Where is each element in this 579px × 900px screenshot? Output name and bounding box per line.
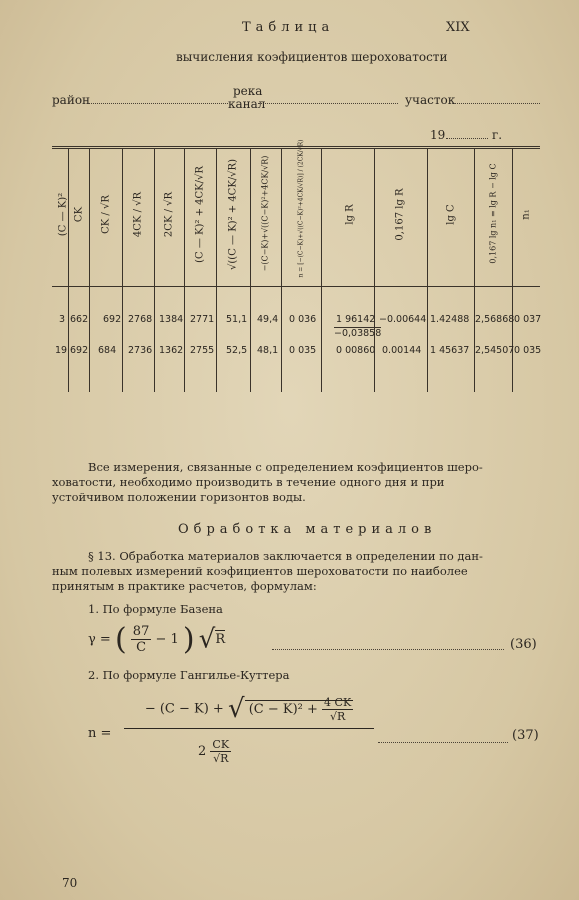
formula-2-inner-den-text: R (336, 709, 346, 723)
section-blank (455, 103, 540, 104)
year-prefix: 19 (430, 128, 446, 142)
table-cell: −0.00644 (379, 314, 427, 325)
col-divider (154, 148, 155, 392)
col-divider (281, 148, 282, 392)
table-cell: 1 45637 (430, 345, 470, 356)
formula-2-label: (37) (512, 728, 539, 743)
col-divider (321, 148, 322, 392)
formula-2-inner-fraction (322, 696, 353, 723)
col-header: CK / √R (100, 195, 112, 234)
table-cell: 2771 (190, 314, 215, 325)
table-cell: 0 035 (514, 345, 542, 356)
table-cell: 2,54507 (475, 345, 515, 356)
formula-1-leader (272, 649, 504, 650)
col-header: (C — K)² (57, 192, 69, 237)
col-divider (89, 148, 90, 392)
table-cell: −0,03858 (334, 328, 382, 339)
col-header: n = [−(C−K)+√((C−K)²+4CK/√R)] / (2CK/√R) (297, 139, 305, 278)
river-blank (258, 103, 398, 104)
formula-2-denominator (198, 738, 231, 765)
table-cell: 1362 (159, 345, 184, 356)
table-cell: 0 037 (514, 314, 542, 325)
page-number: 70 (62, 876, 78, 890)
table-title: Таблица (242, 20, 335, 35)
formula-2-den-num: CK (212, 738, 230, 751)
table-cell: 51,1 (226, 314, 248, 325)
paragraph-1-line-3: устойчивом положении горизонтов воды. (52, 490, 306, 504)
formula-1-num: 87 (132, 624, 150, 639)
paragraph-1-line-2: ховатости, необходимо производить в течение одного дня и при (52, 475, 445, 489)
year-suffix: г. (492, 128, 503, 142)
table-top-rule (52, 146, 540, 147)
river-label: река (233, 84, 263, 98)
section-label: участок (405, 93, 456, 107)
formula-2-numerator (124, 694, 374, 729)
col-divider (250, 148, 251, 392)
paragraph-2-line-3: принятым в практике расчетов, формулам: (52, 579, 317, 593)
formula-1-den: C (136, 640, 147, 655)
open-paren: ( (114, 622, 127, 657)
col-header: lg C (445, 204, 457, 225)
formula-1 (88, 622, 225, 657)
formula-1-minus-one: − 1 (155, 632, 179, 647)
district-blank (88, 103, 228, 104)
col-header: 0,167 lg n₁ = lg R − lg C (488, 163, 498, 264)
sqrt-icon: √ (329, 709, 337, 723)
table-cell: 1384 (159, 314, 184, 325)
table-cell: 0 035 (289, 345, 317, 356)
col-header: 2CK / √R (163, 191, 175, 238)
col-header: −(C−K)+√((C−K)²+4CK/√R) (260, 155, 270, 272)
table-top-rule-2 (52, 148, 540, 149)
calculation-table (52, 139, 542, 392)
formula-1-fraction (131, 624, 152, 655)
col-divider (427, 148, 428, 392)
formula-2-caption: 2. По формуле Гангилье-Куттера (88, 668, 290, 682)
table-cell: 2736 (128, 345, 153, 356)
section-title: Обработка материалов (178, 522, 437, 537)
table-cell: 684 (98, 345, 117, 356)
formula-2-leader (378, 742, 508, 743)
formula-1-radicand: R (215, 632, 226, 647)
sqrt-icon: √ (227, 694, 245, 724)
canal-label: канал (228, 97, 266, 111)
table-cell: 2768 (128, 314, 153, 325)
table-cell: 1.42488 (430, 314, 470, 325)
formula-1-caption: 1. По формуле Базена (88, 602, 223, 616)
formula-1-label: (36) (510, 637, 537, 652)
col-header: 0,167 lg R (394, 188, 406, 241)
paragraph-2-line-2: ным полевых измерений коэфициентов шероховатости по наиболее (52, 564, 468, 578)
col-header: n₁ (520, 209, 532, 220)
table-cell: 1 96142 (336, 314, 376, 325)
formula-2-inner-num: 4 CK (324, 695, 352, 709)
table-number: XIX (446, 20, 470, 35)
paragraph-1-line-1: Все измерения, связанные с определением коэфициентов шеро- (88, 460, 483, 474)
col-header: √((C — K)² + 4CK/√R) (227, 159, 239, 270)
table-cell: 692 (70, 345, 89, 356)
table-cell: 19 (55, 345, 68, 356)
formula-2-radicand-part: (C − K)² + (248, 701, 318, 717)
formula-2-den-fraction (210, 738, 231, 765)
table-cell: 2,56868 (475, 314, 515, 325)
table-cell: 662 (70, 314, 89, 325)
col-divider (216, 148, 217, 392)
formula-2-den-coef: 2 (198, 744, 207, 759)
col-header: CK (73, 206, 85, 223)
close-paren: ) (182, 622, 195, 657)
col-header: lg R (344, 204, 356, 225)
formula-1-lhs: γ = (88, 632, 111, 647)
sqrt-icon: √ (198, 624, 216, 655)
formula-2-lhs: n = (88, 726, 112, 741)
table-cell: 0 036 (289, 314, 317, 325)
formula-2-num-part: − (C − K) + (144, 701, 224, 717)
table-cell: 52,5 (226, 345, 248, 356)
col-divider (122, 148, 123, 392)
table-cell: 2755 (190, 345, 215, 356)
table-cell: 0 00860 (336, 345, 376, 356)
formula-2-den-den: R (220, 752, 229, 765)
table-cell: 0.00144 (382, 345, 422, 356)
paragraph-2-line-1: § 13. Обработка материалов заключается в определении по дан- (88, 549, 483, 563)
district-label: район (52, 93, 91, 107)
formula-2-radicand (245, 695, 354, 723)
table-cell: 692 (103, 314, 122, 325)
col-divider (184, 148, 185, 392)
table-cell: 48,1 (257, 345, 279, 356)
table-subtitle: вычисления коэфициентов шероховатости (176, 50, 448, 64)
table-cell: 3 (59, 314, 66, 325)
formula-2-den-den-wrap (210, 752, 231, 765)
table-cell: 49,4 (257, 314, 279, 325)
formula-2-inner-den (322, 710, 353, 723)
year-blank (446, 138, 488, 139)
col-header: (C — K)² + 4CK/√R (194, 166, 206, 263)
col-header: 4CK / √R (132, 191, 144, 238)
sqrt-icon: √ (213, 752, 221, 765)
table-header-rule (52, 286, 540, 287)
